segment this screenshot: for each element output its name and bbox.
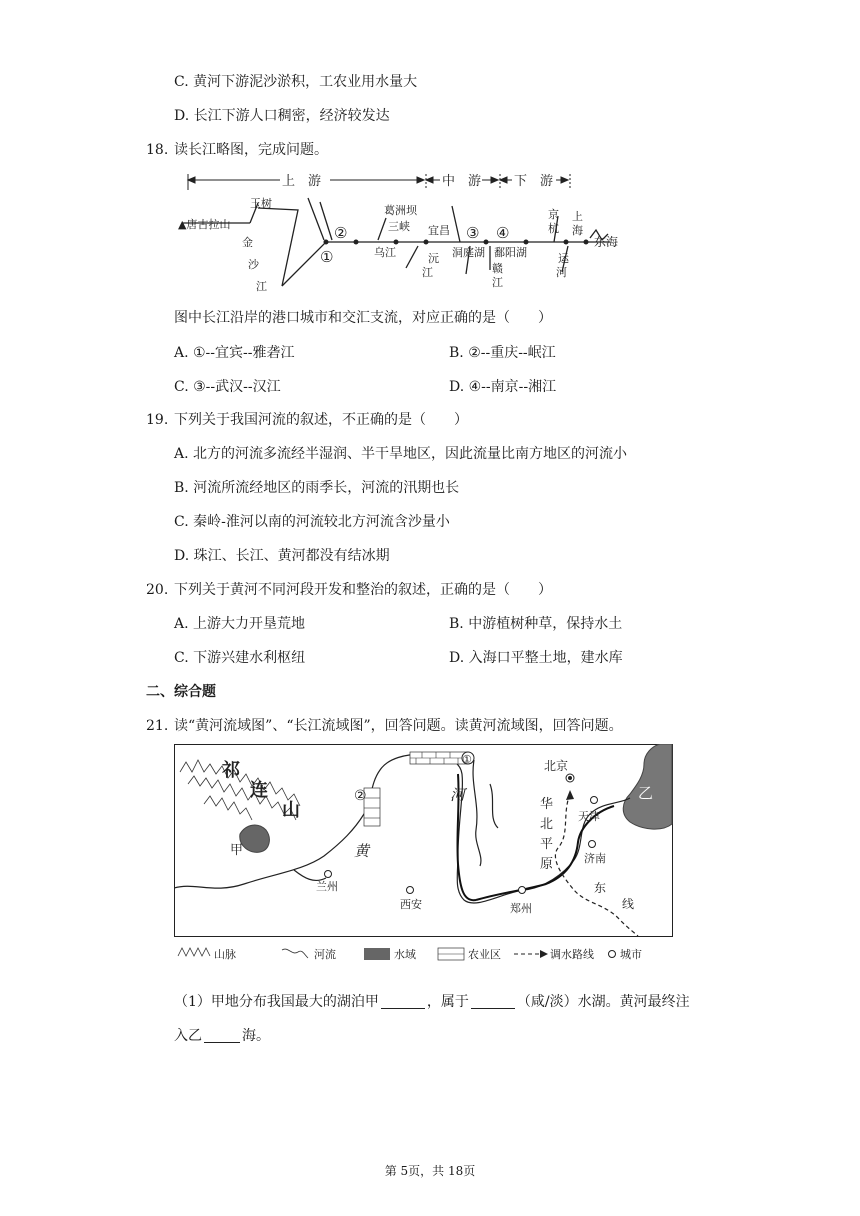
q19-option-a: A. 北方的河流多流经半湿润、半干旱地区，因此流量比南方地区的河流小 <box>174 446 628 462</box>
tanggula-mountain-label: ▲唐古拉山 <box>178 218 231 231</box>
blank-lake-name[interactable] <box>381 993 425 1009</box>
q21-sub1-part-c: （咸/淡）水湖。黄河最终注 <box>516 994 690 1010</box>
q17-option-c: C. 黄河下游泥沙淤积，工农业用水量大 <box>174 74 418 90</box>
canal-char-2: 河 <box>556 266 567 279</box>
sanxia-label: 三峡 <box>388 220 410 233</box>
map-marker-1: ① <box>462 753 472 766</box>
beijing-label: 北京 <box>544 759 569 773</box>
jinan-label: 济南 <box>584 852 606 865</box>
donghai-label: 东海 <box>594 235 619 249</box>
lower-reach-label: 下 游 <box>514 174 554 189</box>
q20-number: 20. <box>146 582 169 598</box>
marker-4: ④ <box>496 224 510 242</box>
q20-option-b: B. 中游植树种草，保持水土 <box>449 616 623 632</box>
q20-option-a: A. 上游大力开垦荒地 <box>174 616 306 632</box>
q18-option-a: A. ①--宜宾--雅砻江 <box>174 345 295 361</box>
jinghang-char-1: 京 <box>548 208 559 221</box>
zhengzhou-label: 郑州 <box>510 902 532 915</box>
q18-option-b: B. ②--重庆--岷江 <box>449 345 556 361</box>
jinsha-char-3: 江 <box>256 280 267 293</box>
yichang-label: 宜昌 <box>428 224 450 237</box>
tianjin-label: 天津 <box>578 810 600 823</box>
upper-reach-label: 上 游 <box>282 174 322 189</box>
ganjiang-char-2: 江 <box>492 276 503 289</box>
q17-option-d: D. 长江下游人口稠密，经济较发达 <box>174 108 390 124</box>
east-route-char-2: 线 <box>622 897 635 911</box>
q18-stem: 读长江略图，完成问题。 <box>174 142 328 158</box>
legend-mountain: 山脉 <box>214 948 236 961</box>
qilian-char-1: 祁 <box>222 760 240 781</box>
sea-yi-label: 乙 <box>638 784 654 802</box>
q21-sub1-part-a: （1）甲地分布我国最大的湖泊甲 <box>174 994 379 1010</box>
ganjiang-char-1: 赣 <box>492 262 503 275</box>
he-label: 河 <box>450 786 466 804</box>
shanghai-char-2: 海 <box>572 224 583 237</box>
q21-sub1-part-e: 海。 <box>242 1028 270 1044</box>
jinsha-char-2: 沙 <box>248 258 259 271</box>
qilian-char-2: 连 <box>250 780 268 801</box>
q21-sub1-part-b: ，属于 <box>426 994 469 1010</box>
q18-question: 图中长江沿岸的港口城市和交汇支流，对应正确的是（ ） <box>174 310 552 326</box>
marker-2: ② <box>334 224 348 242</box>
lanzhou-label: 兰州 <box>316 880 338 893</box>
huabei-char-1: 华 <box>540 797 554 812</box>
poyang-lake-label: 鄱阳湖 <box>494 246 527 259</box>
q18-option-d: D. ④--南京--湘江 <box>449 379 557 395</box>
q19-option-b: B. 河流所流经地区的雨季长，河流的汛期也长 <box>174 480 460 496</box>
q20-option-d: D. 入海口平整土地，建水库 <box>449 650 623 666</box>
huabei-char-4: 原 <box>540 857 554 872</box>
yuanjiang-char-1: 沅 <box>428 252 439 265</box>
huabei-char-2: 北 <box>540 817 554 832</box>
marker-3: ③ <box>466 224 480 242</box>
q21-stem: 读“黄河流域图”、“长江流域图”，回答问题。读黄河流域图，回答问题。 <box>174 718 623 734</box>
canal-char-1: 运 <box>558 252 569 265</box>
wujiang-label: 乌江 <box>374 246 396 259</box>
shanghai-char-1: 上 <box>572 210 583 223</box>
yellow-river-basin-map <box>174 744 674 968</box>
q21-sub1-part-d: 入乙 <box>174 1028 202 1044</box>
legend-water: 水域 <box>394 948 416 961</box>
q18-number: 18. <box>146 142 169 158</box>
q19-number: 19. <box>146 412 169 428</box>
qilian-char-3: 山 <box>282 800 300 821</box>
yuanjiang-char-2: 江 <box>422 266 433 279</box>
page-footer: 第 5页，共 18页 <box>384 1164 476 1178</box>
middle-reach-label: 中 游 <box>442 174 482 189</box>
legend-city: 城市 <box>620 948 642 961</box>
water-legend-swatch <box>364 948 390 960</box>
blank-sea-name[interactable] <box>204 1027 240 1043</box>
section-heading: 二、综合题 <box>146 684 216 700</box>
yushu-label: 玉树 <box>250 197 272 210</box>
q20-option-c: C. 下游兴建水利枢纽 <box>174 650 306 666</box>
yangtze-sketch-diagram <box>170 168 630 298</box>
q19-stem: 下列关于我国河流的叙述，不正确的是（ ） <box>174 412 468 428</box>
huang-label: 黄 <box>354 842 370 860</box>
huabei-char-3: 平 <box>540 837 554 852</box>
q21-number: 21. <box>146 718 169 734</box>
q18-option-c: C. ③--武汉--汉江 <box>174 379 281 395</box>
jinghang-char-2: 杭 <box>548 222 559 235</box>
jinsha-char-1: 金 <box>242 236 253 249</box>
q19-option-c: C. 秦岭-淮河以南的河流较北方河流含沙量小 <box>174 514 450 530</box>
gezhouba-label: 葛洲坝 <box>384 204 417 217</box>
map-marker-2: ② <box>354 788 367 804</box>
legend-route: 调水路线 <box>550 948 594 961</box>
lake-jia-label: 甲 <box>230 843 244 858</box>
q21-sub1-line1 <box>174 992 690 1012</box>
q19-option-d: D. 珠江、长江、黄河都没有结冰期 <box>174 548 390 564</box>
dongting-lake-label: 洞庭湖 <box>452 246 485 259</box>
marker-1: ① <box>320 248 334 266</box>
xian-label: 西安 <box>400 898 422 911</box>
q21-sub1-line2 <box>174 1026 270 1046</box>
legend-river: 河流 <box>314 948 336 961</box>
legend-farm: 农业区 <box>468 948 501 961</box>
east-route-char-1: 东 <box>594 881 607 895</box>
q20-stem: 下列关于黄河不同河段开发和整治的叙述，正确的是（ ） <box>174 582 552 598</box>
blank-salt-fresh[interactable] <box>471 993 515 1009</box>
